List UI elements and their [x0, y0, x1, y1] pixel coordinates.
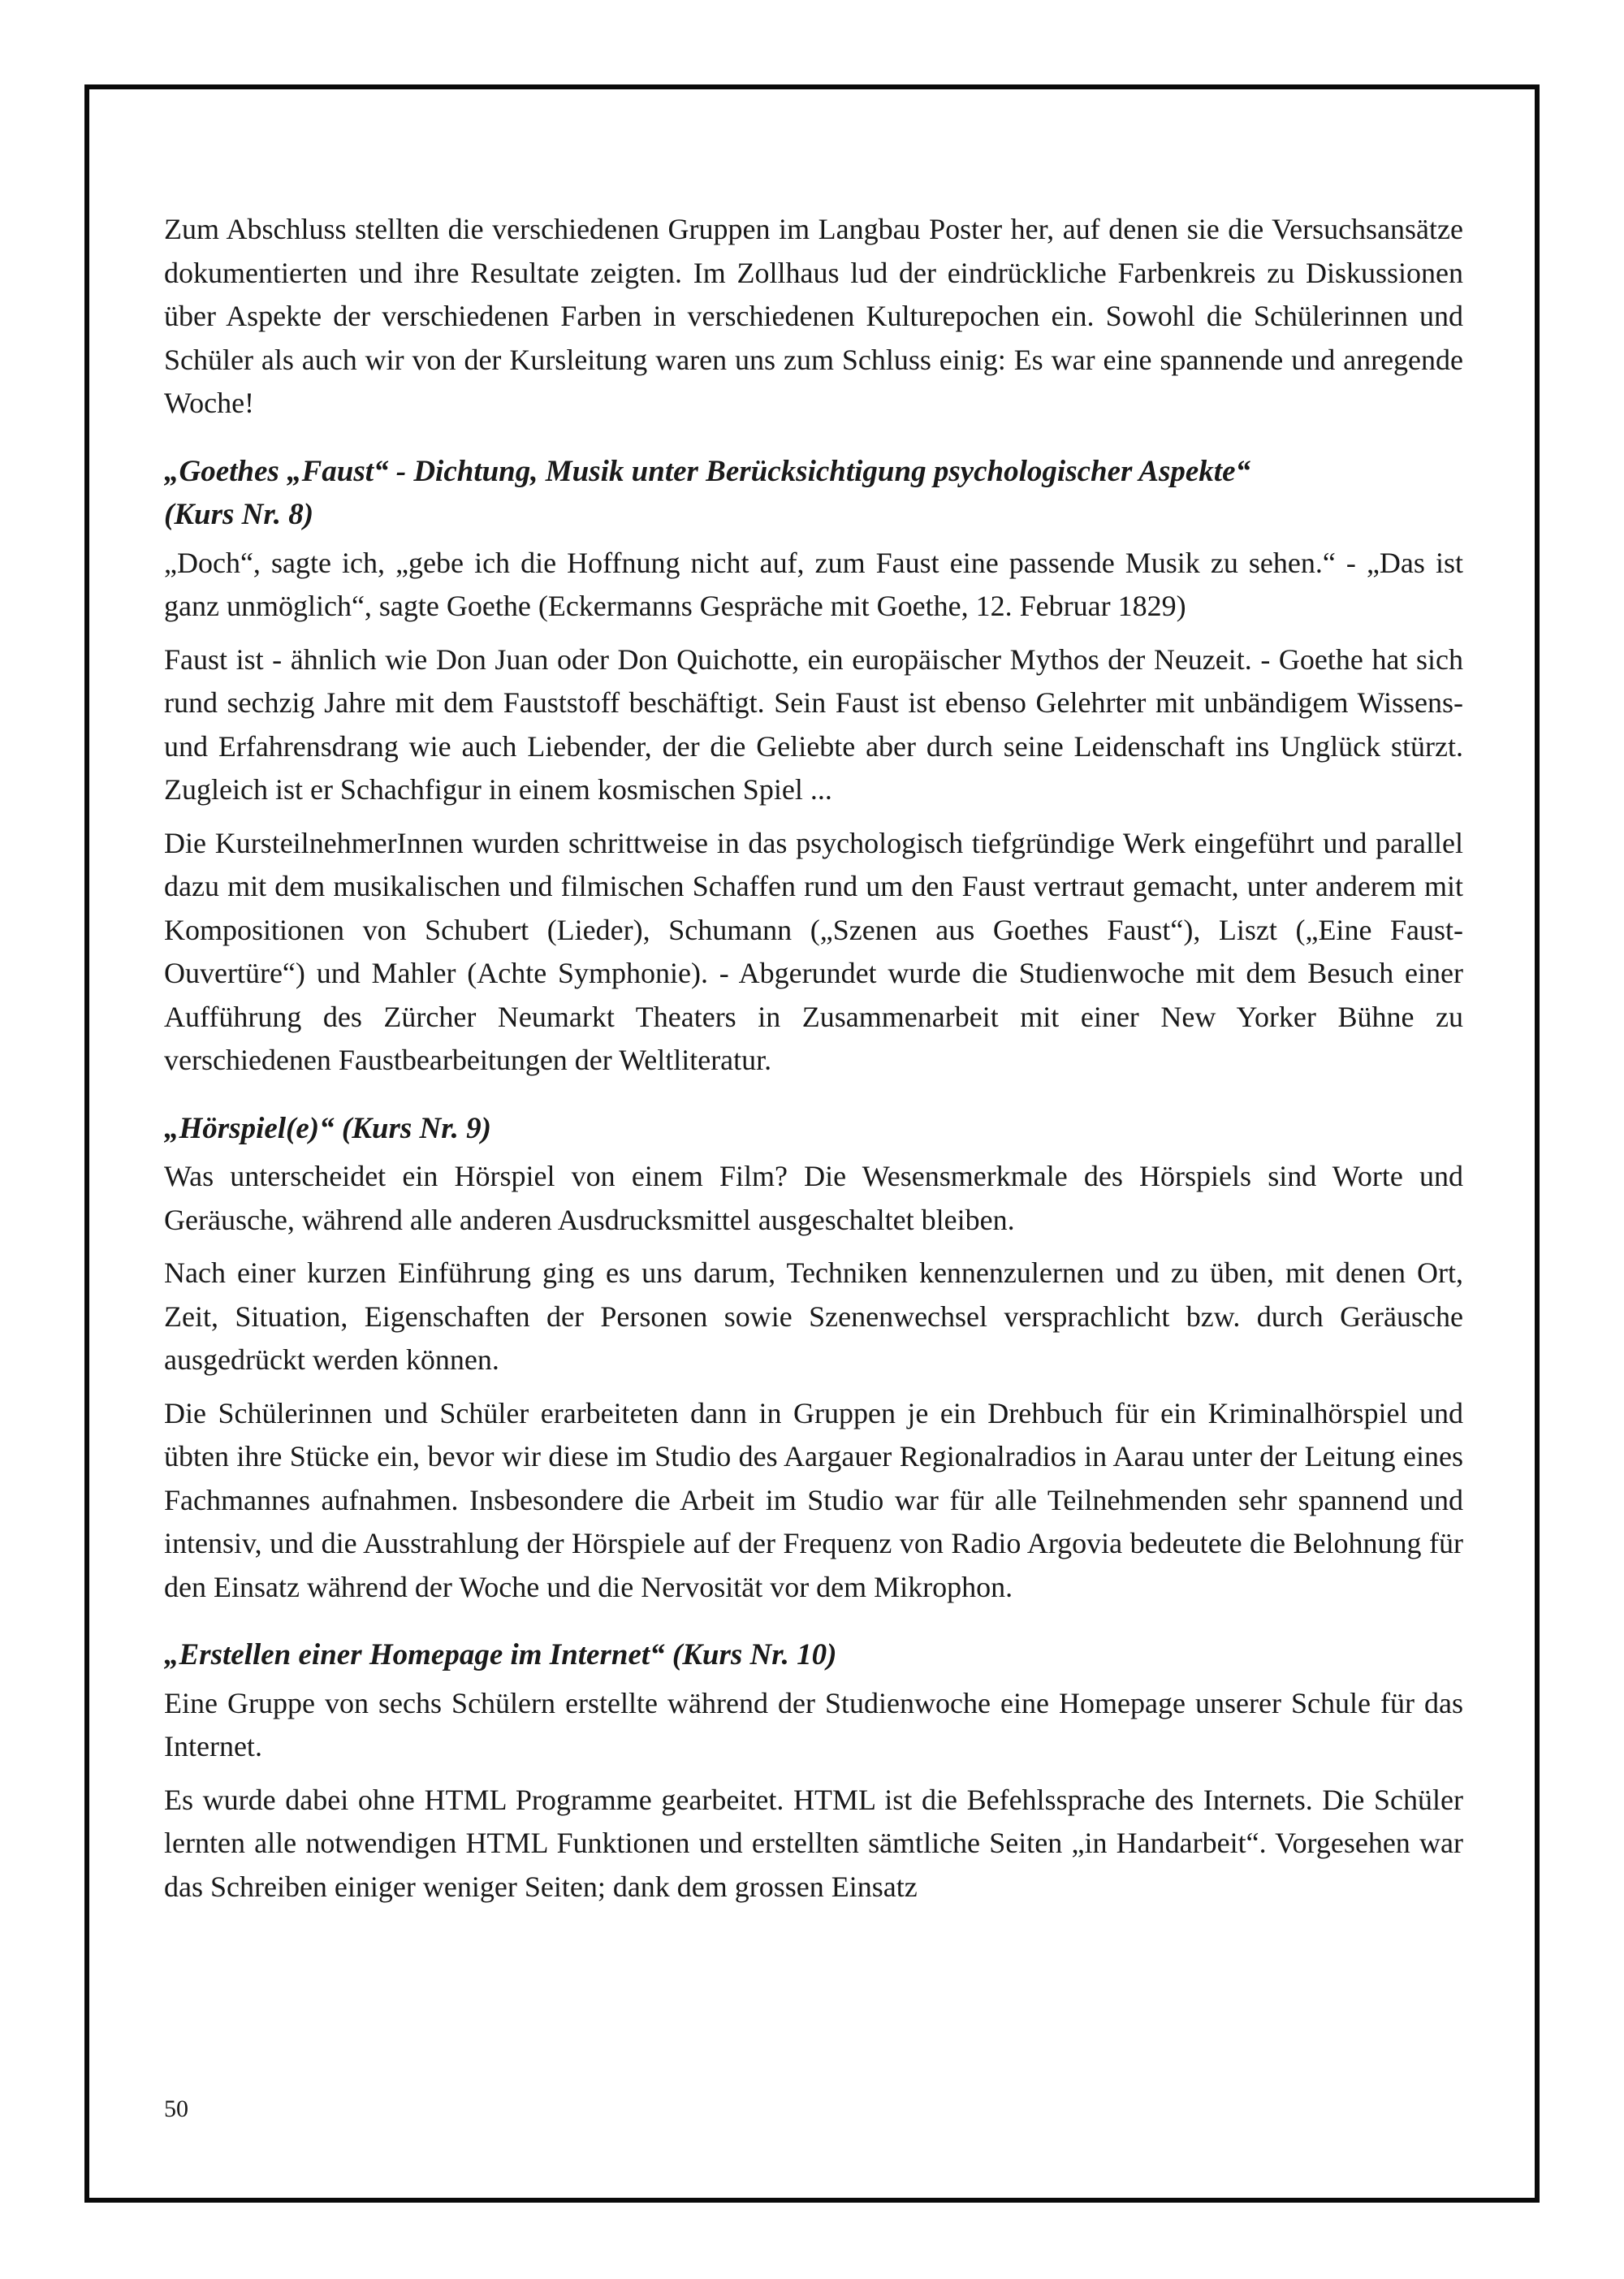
faust-paragraph-myth: Faust ist - ähnlich wie Don Juan oder Don Quichotte, ein europäischer Mythos der Neuzeit. - Goethe hat sich rund sechzig Jahre mit dem Fauststoff beschäftigt. Sein Faust ist ebenso Gelehrter mit unbändigem Wissens- und Erfahrensdrang wie auch Liebender, der die Geliebte aber durch seine Leidenschaft ins Unglück stürzt. Zugleich ist er Schachfigur in einem kosmischen Spiel ... — [164, 642, 1463, 806]
hoerspiel-paragraph-techniques: Nach einer kurzen Einführung ging es uns darum, Techniken kennenzulernen und zu üben, mit denen Ort, Zeit, Situation, Eigenschaften der Personen sowie Szenenwechsel versprachlicht bzw. durch Geräusche ausgedrückt werden können. — [164, 1256, 1463, 1376]
section-heading-faust-line2: (Kurs Nr. 8) — [164, 498, 314, 531]
section-heading-faust-line1: „Goethes „Faust“ - Dichtung, Musik unter Berücksichtigung psychologischer Aspekte“ — [164, 454, 1250, 488]
section-heading-homepage: „Erstellen einer Homepage im Internet“ (Kurs Nr. 10) — [164, 1638, 837, 1671]
hoerspiel-paragraph-studio: Die Schülerinnen und Schüler erarbeiteten dann in Gruppen je ein Drehbuch für ein Kriminalhörspiel und übten ihre Stücke ein, bevor wir diese im Studio des Aargauer Regionalradios in Aarau unter der Leitung eines Fachmannes aufnahmen. Insbesondere die Arbeit im Studio war für alle Teilnehmenden sehr spannend und intensiv, und die Ausstrahlung der Hörspiele auf der Frequenz von Radio Argovia bedeutete die Belohnung für den Einsatz während der Woche und die Nervosität vor dem Mikrophon. — [164, 1396, 1463, 1603]
page-content — [164, 208, 1463, 1918]
section-heading-faust — [164, 450, 1463, 537]
homepage-paragraph-html: Es wurde dabei ohne HTML Programme gearbeitet. HTML ist die Befehlssprache des Internets. Die Schüler lernten alle notwendigen HTML Funktionen und erstellten sämtliche Seiten „in Handarbeit“. Vorgesehen war das Schreiben einiger weniger Seiten; dank dem grossen Einsatz — [164, 1783, 1463, 1903]
homepage-paragraph-group: Eine Gruppe von sechs Schülern erstellte während der Studienwoche eine Homepage unserer Schule für das Internet. — [164, 1686, 1463, 1762]
hoerspiel-paragraph-intro: Was unterscheidet ein Hörspiel von einem Film? Die Wesensmerkmale des Hörspiels sind Worte und Geräusche, während alle anderen Ausdrucksmittel ausgeschaltet bleiben. — [164, 1160, 1463, 1236]
document-page — [84, 84, 1540, 2203]
page-number: 50 — [164, 2095, 188, 2122]
section-heading-hoerspiel: „Hörspiel(e)“ (Kurs Nr. 9) — [164, 1111, 491, 1145]
intro-paragraph: Zum Abschluss stellten die verschiedenen Gruppen im Langbau Poster her, auf denen sie die Versuchsansätze dokumentierten und ihre Resultate zeigten. Im Zollhaus lud der eindrückliche Farbenkreis zu Diskussionen über Aspekte der verschiedenen Farben in verschiedenen Kulturepochen ein. Sowohl die Schülerinnen und Schüler als auch wir von der Kursleitung waren uns zum Schluss einig: Es war eine spannende und anregende Woche! — [164, 213, 1463, 419]
faust-paragraph-course: Die KursteilnehmerInnen wurden schrittweise in das psychologisch tiefgründige Werk eingeführt und parallel dazu mit dem musikalischen und filmischen Schaffen rund um den Faust vertraut gemacht, unter anderem mit Kompositionen von Schubert (Lieder), Schumann („Szenen aus Goethes Faust“), Liszt („Eine Faust-Ouvertüre“) und Mahler (Achte Symphonie). - Abgerundet wurde die Studienwoche mit dem Besuch einer Aufführung des Zürcher Neumarkt Theaters in Zusammenarbeit mit einer New Yorker Bühne zu verschiedenen Faustbearbeitungen der Weltliteratur. — [164, 826, 1463, 1076]
faust-paragraph-quote: „Doch“, sagte ich, „gebe ich die Hoffnung nicht auf, zum Faust eine passende Musik zu sehen.“ - „Das ist ganz unmöglich“, sagte Goethe (Eckermanns Gespräche mit Goethe, 12. Februar 1829) — [164, 546, 1463, 622]
